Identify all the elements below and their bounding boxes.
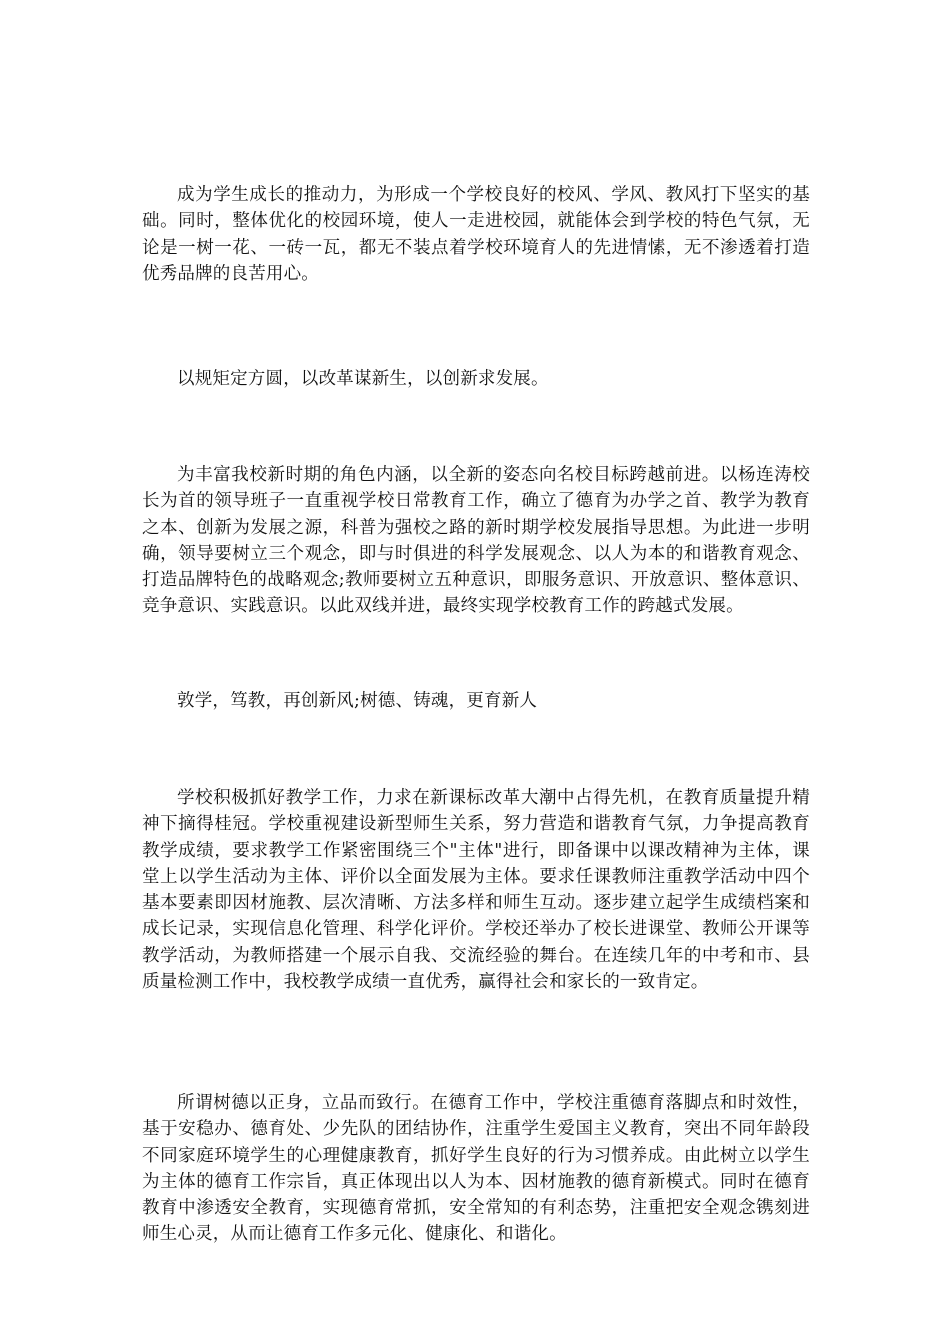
- body-paragraph-campus-environment: 成为学生成长的推动力，为形成一个学校良好的校风、学风、教风打下坚实的基础。同时，整体优化的校园环境，使人一走进校园，就能体会到学校的特色气氛，无论是一树一花、一砖一瓦，都无不装点着学校环境育人的先进情愫，无不渗透着打造优秀品牌的良苦用心。: [142, 185, 810, 284]
- body-paragraph-teaching-work: 学校积极抓好教学工作，力求在新课标改革大潮中占得先机，在教育质量提升精神下摘得桂冠。学校重视建设新型师生关系，努力营造和谐教育气氛，力争提高教育教学成绩，要求教学工作紧密围绕三个"主体"进行，即备课中以课改精神为主体，课堂上以学生活动为主体、评价以全面发展为主体。要求任课教师注重教学活动中四个基本要素即因材施教、层次清晰、方法多样和师生互动。逐步建立起学生成绩档案和成长记录，实现信息化管理、科学化评价。学校还举办了校长进课堂、教师公开课等教学活动，为教师搭建一个展示自我、交流经验的舞台。在连续几年的中考和市、县质量检测工作中，我校教学成绩一直优秀，赢得社会和家长的一致肯定。: [142, 788, 810, 993]
- body-paragraph-moral-education: 所谓树德以正身，立品而致行。在德育工作中，学校注重德育落脚点和时效性，基于安稳办、德育处、少先队的团结协作，注重学生爱国主义教育，突出不同年龄段不同家庭环境学生的心理健康教育，抓好学生良好的行为习惯养成。由此树立以学生为主体的德育工作宗旨，真正体现出以人为本、因材施教的德育新模式。同时在德育教育中渗透安全教育，实现德育常抓，安全常知的有利态势，注重把安全观念镌刻进师生心灵，从而让德育工作多元化、健康化、和谐化。: [142, 1093, 810, 1245]
- body-paragraph-development-strategy: 为丰富我校新时期的角色内涵，以全新的姿态向名校目标跨越前进。以杨连涛校长为首的领导班子一直重视学校日常教育工作，确立了德育为办学之首、教学为教育之本、创新为发展之源，科普为强校之路的新时期学校发展指导思想。为此进一步明确，领导要树立三个观念，即与时俱进的科学发展观念、以人为本的和谐教育观念、打造品牌特色的战略观念;教师要树立五种意识，即服务意识、开放意识、整体意识、竞争意识、实践意识。以此双线并进，最终实现学校教育工作的跨越式发展。: [142, 465, 810, 617]
- section-heading-teaching-moral: 敦学，笃教，再创新风;树德、铸魂，更育新人: [177, 691, 538, 711]
- section-heading-reform: 以规矩定方圆，以改革谋新生，以创新求发展。: [177, 369, 549, 389]
